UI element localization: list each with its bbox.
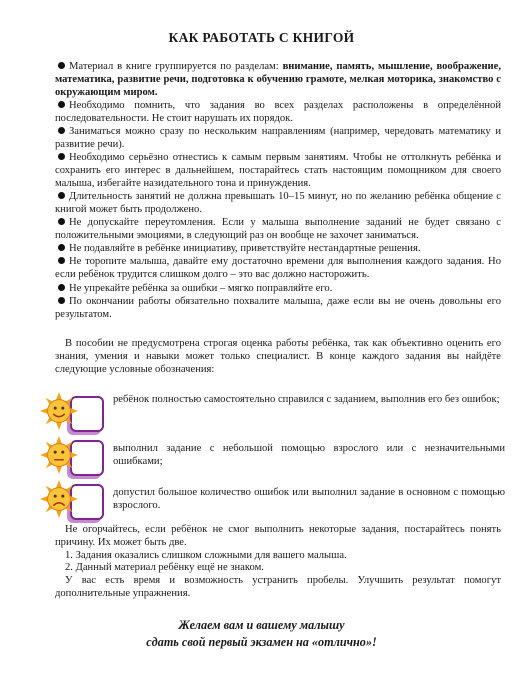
rule-6 xyxy=(55,217,501,243)
rule-7-text: Не подавляйте в ребёнке инициативу, приветствуйте нестандартные решения. xyxy=(69,243,421,255)
rule-4-text: Необходимо серьёзно отнестись к самым первым занятиям. Чтобы не оттолкнуть ребёнка и сохранить его интерес в дальнейшем, постарайтесь стать настоящим помощником для своего малыша, избегайте назидательного тона и принуждения. xyxy=(55,152,501,189)
rule-1-text: Материал в книге группируется по разделам: xyxy=(69,61,283,72)
bullet-icon xyxy=(58,218,65,225)
bullet-icon xyxy=(58,284,65,291)
rule-10-text: По окончании работы обязательно похвалите малыша, даже если вы не очень довольны его результатом. xyxy=(55,295,501,320)
bullet-icon xyxy=(58,192,65,199)
mark-text-excellent: ребёнок полностью самостоятельно справился с заданием, выполнив его без ошибок; xyxy=(113,394,500,405)
rule-9-text: Не упрекайте ребёнка за ошибки – мягко поправляйте его. xyxy=(69,282,333,294)
bullet-icon xyxy=(58,153,65,160)
mark-row-good xyxy=(40,436,505,480)
closing-advice: У вас есть время и возможность устранить пробелы. Улучшить результат помогут дополнительные упражнения. xyxy=(55,575,501,599)
bullet-icon xyxy=(58,244,65,251)
page-title: КАК РАБОТАТЬ С КНИГОЙ xyxy=(168,30,355,45)
rule-3 xyxy=(55,126,501,152)
bullet-icon xyxy=(58,257,65,264)
wish-text xyxy=(0,617,523,651)
reason-2: 2. Данный материал ребёнку ещё не знаком. xyxy=(65,562,264,574)
rule-8-text: Не торопите малыша, давайте ему достаточно времени для выполнения каждого задания. Но если ребёнок трудится слишком долго – это вас должно насторожить. xyxy=(55,256,501,281)
rule-2 xyxy=(55,100,501,126)
smiling-sun-icon xyxy=(40,392,78,430)
mark-text-poor: допустил большое количество ошибок или выполнил задание в основном с помощью взрослого. xyxy=(113,487,505,511)
wish-line-2: сдать свой первый экзамен на «отлично»! xyxy=(146,635,377,649)
rule-9 xyxy=(55,283,501,296)
mark-text-good: выполнил задание с небольшой помощью взрослого или с незначительными ошибками; xyxy=(113,443,505,467)
rule-7 xyxy=(55,243,501,256)
bullet-icon xyxy=(58,101,65,108)
rule-2-text: Необходимо помнить, что задания во всех разделах расположены в определённой последовательности. Не стоит нарушать их порядок. xyxy=(55,99,501,124)
sad-sun-icon xyxy=(40,480,78,518)
rule-3-text: Заниматься можно сразу по нескольким направлениям (например, чередовать математику и развитие речи). xyxy=(55,125,501,150)
rule-5 xyxy=(55,191,501,217)
rules-list xyxy=(55,61,501,322)
closing-paragraph: Не огорчайтесь, если ребёнок не смог выполнить некоторые задания, постарайтесь понять причину. Их может быть две. xyxy=(55,524,501,548)
bullet-icon xyxy=(58,62,65,69)
bullet-icon xyxy=(58,127,65,134)
wish-line-1: Желаем вам и вашему малышу xyxy=(178,618,345,632)
rule-1-sections: внимание, память, мышление, воображение, математика, развитие речи, подготовка к обучению грамоте, мелкая моторика, знакомство с окружающим миром. xyxy=(55,61,502,98)
mark-row-poor xyxy=(40,480,505,524)
rule-5-text: Длительность занятий не должна превышать 10–15 минут, но по желанию ребёнка общение с книгой может быть продолжено. xyxy=(55,190,501,215)
mark-row-excellent xyxy=(40,392,505,436)
neutral-sun-icon xyxy=(40,436,78,474)
rule-4 xyxy=(55,152,501,190)
marks-intro: В пособии не предусмотрена строгая оценка работы ребёнка, так как объективно оценить его знания, умения и навыки может только специалист. В конце каждого задания вы найдёте следующие условные обозначения: xyxy=(55,338,501,375)
closing-notes xyxy=(55,524,501,601)
bullet-icon xyxy=(58,297,65,304)
rule-1 xyxy=(55,61,501,99)
rule-6-text: Не допускайте переутомления. Если у малыша выполнение заданий не будет связано с положительными эмоциями, в следующий раз он вообще не захочет заниматься. xyxy=(55,217,501,241)
rule-10 xyxy=(55,296,501,322)
rule-8 xyxy=(55,256,501,282)
reason-1: 1. Задания оказались слишком сложными для вашего малыша. xyxy=(65,549,347,561)
